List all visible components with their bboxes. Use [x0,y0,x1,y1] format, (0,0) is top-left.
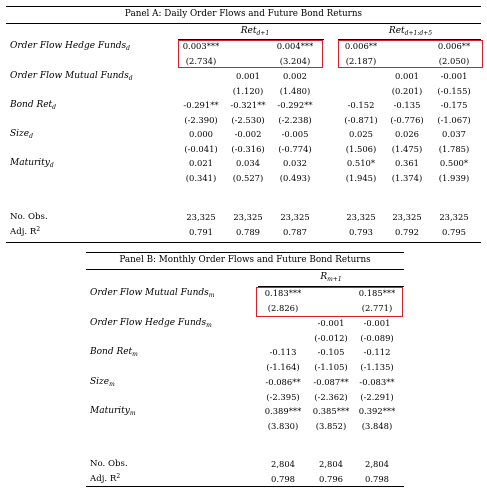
stat-cell: 0.789 [236,227,260,237]
t-stat-cell: (-2.530) [231,115,265,125]
t-stat-cell: (0.341) [185,173,217,183]
t-stat-cell: (3.848) [361,421,393,431]
panel-b-stat-label: No. Obs. [90,459,128,469]
coefficient-cell: -0.083** [359,377,395,387]
coefficient-cell: 0.034 [236,158,260,168]
t-stat-cell: (2.826) [267,303,299,313]
t-stat-cell: (1.480) [279,86,311,96]
coefficient-cell: -0.087** [313,377,349,387]
coefficient-cell: 0.361 [395,158,419,168]
panel-a-title: Panel A: Daily Order Flows and Future Bond Returns [124,9,363,19]
t-stat-cell: (-0.012) [314,333,348,343]
coefficient-cell: 0.021 [189,158,213,168]
t-stat-cell: (-2.362) [314,392,348,402]
coefficient-cell: -0.002 [234,129,262,139]
stat-cell: 0.795 [442,227,466,237]
coefficient-cell: -0.175 [440,100,468,110]
t-stat-cell: (-0.316) [231,144,265,154]
panel-a-stat-label: Adj. $R^2$ [10,226,41,237]
coefficient-cell: -0.105 [317,347,345,357]
t-stat-cell: (-0.871) [344,115,378,125]
stat-cell: 0.798 [365,474,389,484]
panel-b-row-label: Size$_m$ [90,377,115,388]
coefficient-cell: -0.135 [393,100,421,110]
t-stat-cell: (1.120) [232,86,264,96]
coefficient-cell: 0.385*** [312,406,350,416]
t-stat-cell: (-1.105) [314,362,348,372]
coefficient-cell: -0.001 [440,71,468,81]
coefficient-cell: -0.321** [230,100,266,110]
t-stat-cell: (-0.776) [390,115,424,125]
panel-b-stat-label: Adj. $R^2$ [90,473,121,484]
coefficient-cell: 0.510* [346,158,376,168]
panel-a-row-label: Order Flow Mutual Funds$_d$ [10,71,133,82]
t-stat-cell: (-2.238) [278,115,312,125]
panel-a-group1-header: Ret$_{d+1}$ [240,26,270,37]
panel-b-highlight-box [256,287,403,317]
coefficient-cell: 0.006** [437,41,471,51]
t-stat-cell: (1.939) [438,173,470,183]
panel-a-row-label: Bond Ret$_d$ [10,100,57,111]
coefficient-cell: 0.001 [236,71,260,81]
coefficient-cell: 0.032 [283,158,307,168]
t-stat-cell: (-1.067) [437,115,471,125]
stat-cell: 23,325 [186,212,216,222]
coefficient-cell: 0.392*** [358,406,396,416]
coefficient-cell: 0.025 [349,129,373,139]
coefficient-cell: -0.152 [347,100,375,110]
panel-b-title: Panel B: Monthly Order Flows and Future Bond Returns [119,255,371,265]
coefficient-cell: -0.001 [317,318,345,328]
t-stat-cell: (-1.135) [360,362,394,372]
coefficient-cell: 0.183*** [264,288,302,298]
stat-cell: 23,325 [392,212,422,222]
t-stat-cell: (1.374) [391,173,423,183]
t-stat-cell: (-0.041) [184,144,218,154]
panel-a-row-label: Size$_d$ [10,129,33,140]
panel-a-stat-label: No. Obs. [10,212,48,222]
t-stat-cell: (-0.774) [278,144,312,154]
panel-b-row-label: Bond Ret$_m$ [90,347,138,358]
t-stat-cell: (3.830) [267,421,299,431]
panel-a-group2-header: Ret$_{d+1:d+5}$ [388,26,433,37]
stat-cell: 0.798 [271,474,295,484]
stat-cell: 2,804 [319,459,343,469]
t-stat-cell: (2.734) [185,56,217,66]
coefficient-cell: 0.004*** [276,41,314,51]
panel-a-highlight-box-2 [338,40,483,68]
coefficient-cell: 0.000 [189,129,213,139]
t-stat-cell: (0.493) [279,173,311,183]
coefficient-cell: 0.006** [344,41,378,51]
stat-cell: 23,325 [280,212,310,222]
panel-a-bottom-rule [6,242,481,243]
stat-cell: 2,804 [365,459,389,469]
panel-b-bottom-rule [86,486,404,487]
t-stat-cell: (1.506) [345,144,377,154]
t-stat-cell: (2.187) [345,56,377,66]
panel-b-group-header: $R_{m+1}$ [320,272,342,283]
stat-cell: 23,325 [346,212,376,222]
t-stat-cell: (2.050) [438,56,470,66]
panel-b-row-label: Maturity$_m$ [90,406,136,417]
stat-cell: 23,325 [439,212,469,222]
coefficient-cell: 0.389*** [264,406,302,416]
t-stat-cell: (-0.155) [437,86,471,96]
coefficient-cell: -0.086** [265,377,301,387]
coefficient-cell: 0.500* [439,158,469,168]
t-stat-cell: (0.201) [391,86,423,96]
panel-a-row-label: Maturity$_d$ [10,158,54,169]
panel-a-top-rule [6,6,481,7]
t-stat-cell: (3.204) [279,56,311,66]
t-stat-cell: (-2.291) [360,392,394,402]
panel-a-highlight-box-1 [178,40,323,68]
coefficient-cell: 0.003*** [182,41,220,51]
stat-cell: 0.792 [395,227,419,237]
coefficient-cell: 0.037 [442,129,466,139]
stat-cell: 0.793 [349,227,373,237]
coefficient-cell: -0.113 [269,347,297,357]
t-stat-cell: (-0.089) [360,333,394,343]
coefficient-cell: 0.001 [395,71,419,81]
coefficient-cell: -0.112 [363,347,391,357]
coefficient-cell: -0.005 [281,129,309,139]
t-stat-cell: (2.771) [361,303,393,313]
t-stat-cell: (-2.390) [184,115,218,125]
t-stat-cell: (1.785) [438,144,470,154]
panel-b-row-label: Order Flow Hedge Funds$_m$ [90,318,212,329]
coefficient-cell: 0.185*** [358,288,396,298]
stat-cell: 0.787 [283,227,307,237]
stat-cell: 2,804 [271,459,295,469]
panel-a-row-label: Order Flow Hedge Funds$_d$ [10,41,130,52]
t-stat-cell: (3.852) [315,421,347,431]
t-stat-cell: (-2.395) [266,392,300,402]
panel-b-top-rule [86,252,404,253]
panel-b-title-rule [86,269,404,270]
stat-cell: 0.791 [189,227,213,237]
coefficient-cell: 0.002 [283,71,307,81]
t-stat-cell: (1.475) [391,144,423,154]
t-stat-cell: (0.527) [232,173,264,183]
panel-b-row-label: Order Flow Mutual Funds$_m$ [90,288,215,299]
coefficient-cell: 0.026 [395,129,419,139]
panel-a-title-rule [6,23,481,24]
stat-cell: 23,325 [233,212,263,222]
coefficient-cell: -0.291** [183,100,219,110]
t-stat-cell: (-1.164) [266,362,300,372]
stat-cell: 0.796 [319,474,343,484]
coefficient-cell: -0.292** [277,100,313,110]
t-stat-cell: (1.945) [345,173,377,183]
coefficient-cell: -0.001 [363,318,391,328]
